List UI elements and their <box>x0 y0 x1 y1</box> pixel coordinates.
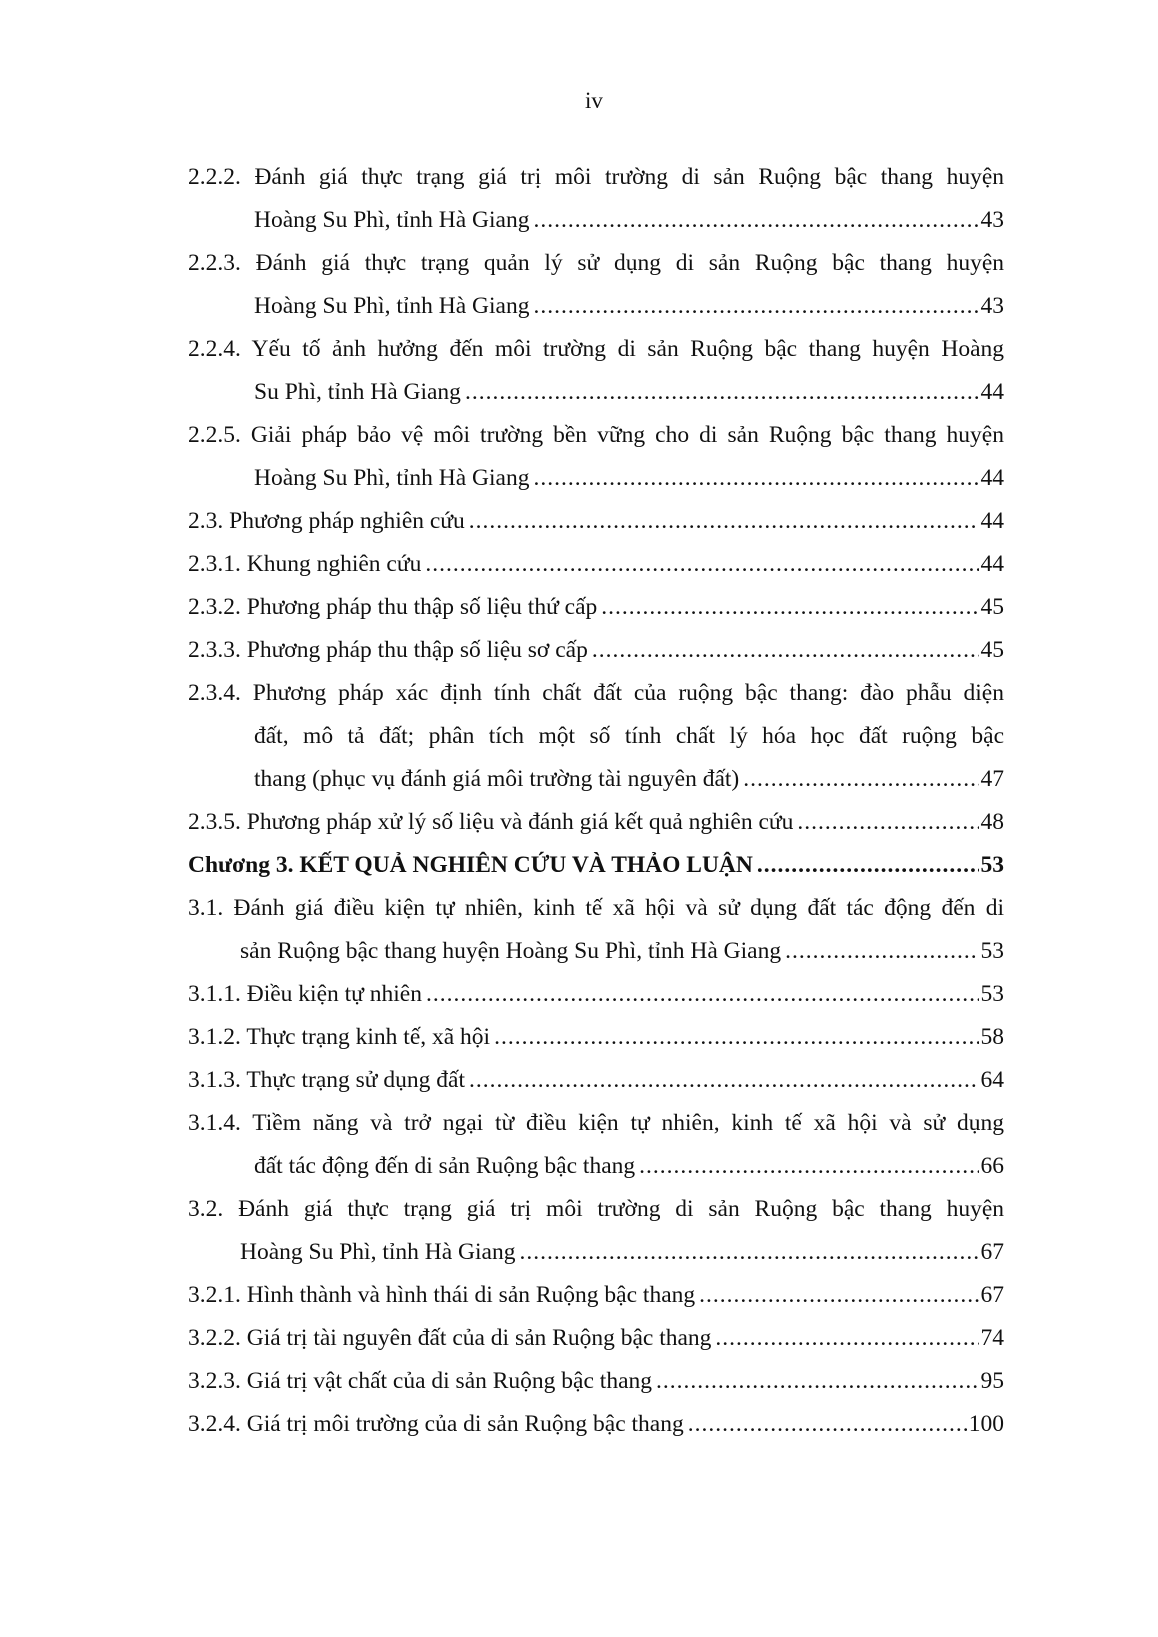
toc-entry-title-line: 3.1.2. Thực trạng kinh tế, xã hội <box>188 1024 491 1050</box>
toc-entry[interactable] <box>188 973 1004 1016</box>
toc-entry-title-line: đất, mô tả đất; phân tích một số tính chất lý hóa học đất ruộng bậc <box>254 723 1004 749</box>
dot-leader <box>465 371 979 414</box>
toc-entry-last-line <box>188 930 1004 973</box>
toc-entry-last-line <box>188 1274 1004 1317</box>
toc-entry-page-number: 44 <box>980 551 1004 577</box>
toc-entry-page-number: 64 <box>980 1067 1004 1093</box>
page-number: iv <box>585 88 603 113</box>
toc-entry[interactable] <box>188 1016 1004 1059</box>
toc-entry-last-line <box>188 1016 1004 1059</box>
dot-leader <box>533 457 978 500</box>
toc-entry-title-line: 3.2.4. Giá trị môi trường của di sản Ruộng bậc thang <box>188 1411 684 1437</box>
dot-leader <box>785 930 978 973</box>
toc-entry-title-line: 3.2.2. Giá trị tài nguyên đất của di sản Ruộng bậc thang <box>188 1325 712 1351</box>
toc-entry[interactable] <box>188 1360 1004 1403</box>
toc-entry-title-line: 2.3.4. Phương pháp xác định tính chất đất của ruộng bậc thang: đào phẫu diện <box>188 680 1004 706</box>
dot-leader <box>715 1317 978 1360</box>
toc-entry-last-line <box>188 543 1004 586</box>
toc-entry[interactable] <box>188 242 1004 328</box>
dot-leader <box>425 543 978 586</box>
toc-entry-title-line: 2.3.2. Phương pháp thu thập số liệu thứ cấp <box>188 594 598 620</box>
toc-entry-page-number: 44 <box>980 379 1004 405</box>
toc-entry-page-number: 67 <box>980 1282 1004 1308</box>
dot-leader <box>699 1274 978 1317</box>
dot-leader <box>592 629 979 672</box>
toc-entry[interactable] <box>188 844 1004 887</box>
toc-entry-page-number: 53 <box>980 938 1004 964</box>
toc-entry-page-number: 66 <box>980 1153 1004 1179</box>
toc-entry-title-line: 3.2.1. Hình thành và hình thái di sản Ruộng bậc thang <box>188 1282 696 1308</box>
toc-entry-title-line: 3.1.3. Thực trạng sử dụng đất <box>188 1067 465 1093</box>
toc-entry-page-number: 45 <box>980 637 1004 663</box>
toc-entry-title-line: Hoàng Su Phì, tỉnh Hà Giang <box>254 465 530 491</box>
toc-entry[interactable] <box>188 629 1004 672</box>
toc-entry-page-number: 47 <box>980 766 1004 792</box>
toc-entry-title-line: 3.2.3. Giá trị vật chất của di sản Ruộng bậc thang <box>188 1368 652 1394</box>
toc-entry-page-number: 58 <box>980 1024 1004 1050</box>
toc-entry[interactable] <box>188 328 1004 414</box>
toc-entry[interactable] <box>188 543 1004 586</box>
toc-entry-title-line: 3.1.1. Điều kiện tự nhiên <box>188 981 422 1007</box>
toc-entry-page-number: 53 <box>980 981 1004 1007</box>
toc-entry-title-line: 2.3.1. Khung nghiên cứu <box>188 551 422 577</box>
toc-entry-last-line <box>188 758 1004 801</box>
toc-entry-last-line <box>188 1231 1004 1274</box>
toc-entry[interactable] <box>188 1403 1004 1446</box>
toc-entry-page-number: 44 <box>980 508 1004 534</box>
toc-entry-last-line <box>188 199 1004 242</box>
toc-entry-last-line <box>188 1145 1004 1188</box>
toc-entry-page-number: 43 <box>980 207 1004 233</box>
toc-entry-page-number: 43 <box>980 293 1004 319</box>
toc-entry-page-number: 100 <box>968 1411 1004 1437</box>
toc-entry-page-number: 67 <box>980 1239 1004 1265</box>
toc-entry-page-number: 53 <box>980 852 1004 878</box>
toc-entry-title-line: 2.3.5. Phương pháp xử lý số liệu và đánh giá kết quả nghiên cứu <box>188 809 794 835</box>
toc-entry-title-line: thang (phục vụ đánh giá môi trường tài nguyên đất) <box>254 766 740 792</box>
toc-entry-page-number: 74 <box>980 1325 1004 1351</box>
toc-entry[interactable] <box>188 672 1004 801</box>
toc-entry-last-line <box>188 844 1004 887</box>
toc-entry[interactable] <box>188 1059 1004 1102</box>
toc-entry[interactable] <box>188 1188 1004 1274</box>
table-of-contents <box>188 156 1004 1446</box>
dot-leader <box>469 500 979 543</box>
toc-entry-title-line: 2.2.3. Đánh giá thực trạng quản lý sử dụng di sản Ruộng bậc thang huyện <box>188 250 1004 276</box>
toc-entry-title-line: Hoàng Su Phì, tỉnh Hà Giang <box>254 207 530 233</box>
toc-entry-last-line <box>188 973 1004 1016</box>
toc-entry-title-line: đất tác động đến di sản Ruộng bậc thang <box>254 1153 636 1179</box>
dot-leader <box>656 1360 979 1403</box>
toc-entry-title-line: 2.2.5. Giải pháp bảo vệ môi trường bền vững cho di sản Ruộng bậc thang huyện <box>188 422 1004 448</box>
toc-entry-title-line: 2.3.3. Phương pháp thu thập số liệu sơ cấp <box>188 637 588 663</box>
dot-leader <box>533 199 978 242</box>
toc-entry-title-line: 2.3. Phương pháp nghiên cứu <box>188 508 465 534</box>
toc-entry-title-line: 3.1.4. Tiềm năng và trở ngại từ điều kiện tự nhiên, kinh tế xã hội và sử dụng <box>188 1110 1004 1136</box>
dot-leader <box>469 1059 979 1102</box>
toc-entry-title-line: Chương 3. KẾT QUẢ NGHIÊN CỨU VÀ THẢO LUẬN <box>188 852 753 878</box>
toc-entry[interactable] <box>188 414 1004 500</box>
toc-entry-last-line <box>188 371 1004 414</box>
toc-entry-page-number: 48 <box>980 809 1004 835</box>
toc-entry[interactable] <box>188 887 1004 973</box>
dot-leader <box>533 285 978 328</box>
toc-entry-last-line <box>188 1360 1004 1403</box>
toc-entry-title-line: Su Phì, tỉnh Hà Giang <box>254 379 461 405</box>
toc-entry-title-line: 3.1. Đánh giá điều kiện tự nhiên, kinh tế xã hội và sử dụng đất tác động đến di <box>188 895 1004 921</box>
dot-leader <box>757 844 979 887</box>
toc-entry-title-line: 3.2. Đánh giá thực trạng giá trị môi trường di sản Ruộng bậc thang huyện <box>188 1196 1004 1222</box>
toc-entry[interactable] <box>188 801 1004 844</box>
toc-entry[interactable] <box>188 1317 1004 1360</box>
toc-entry-last-line <box>188 285 1004 328</box>
toc-entry-last-line <box>188 500 1004 543</box>
toc-entry[interactable] <box>188 1102 1004 1188</box>
dot-leader <box>426 973 979 1016</box>
toc-entry-last-line <box>188 629 1004 672</box>
dot-leader <box>743 758 978 801</box>
toc-entry-title-line: 2.2.4. Yếu tố ảnh hưởng đến môi trường di sản Ruộng bậc thang huyện Hoàng <box>188 336 1004 362</box>
toc-entry[interactable] <box>188 500 1004 543</box>
dot-leader <box>639 1145 978 1188</box>
toc-entry-last-line <box>188 801 1004 844</box>
toc-entry-page-number: 44 <box>980 465 1004 491</box>
dot-leader <box>494 1016 978 1059</box>
toc-entry-title-line: 2.2.2. Đánh giá thực trạng giá trị môi trường di sản Ruộng bậc thang huyện <box>188 164 1004 190</box>
toc-entry-page-number: 95 <box>980 1368 1004 1394</box>
toc-entry[interactable] <box>188 156 1004 242</box>
toc-entry[interactable] <box>188 1274 1004 1317</box>
toc-entry-title-line: sản Ruộng bậc thang huyện Hoàng Su Phì, tỉnh Hà Giang <box>240 938 782 964</box>
toc-entry-title-line: Hoàng Su Phì, tỉnh Hà Giang <box>254 293 530 319</box>
dot-leader <box>797 801 978 844</box>
toc-entry[interactable] <box>188 586 1004 629</box>
toc-entry-page-number: 45 <box>980 594 1004 620</box>
dot-leader <box>601 586 978 629</box>
toc-entry-last-line <box>188 1059 1004 1102</box>
toc-entry-last-line <box>188 1403 1004 1446</box>
dot-leader <box>519 1231 978 1274</box>
toc-entry-last-line <box>188 586 1004 629</box>
toc-entry-title-line: Hoàng Su Phì, tỉnh Hà Giang <box>240 1239 516 1265</box>
dot-leader <box>688 1403 967 1446</box>
toc-entry-last-line <box>188 457 1004 500</box>
toc-entry-last-line <box>188 1317 1004 1360</box>
